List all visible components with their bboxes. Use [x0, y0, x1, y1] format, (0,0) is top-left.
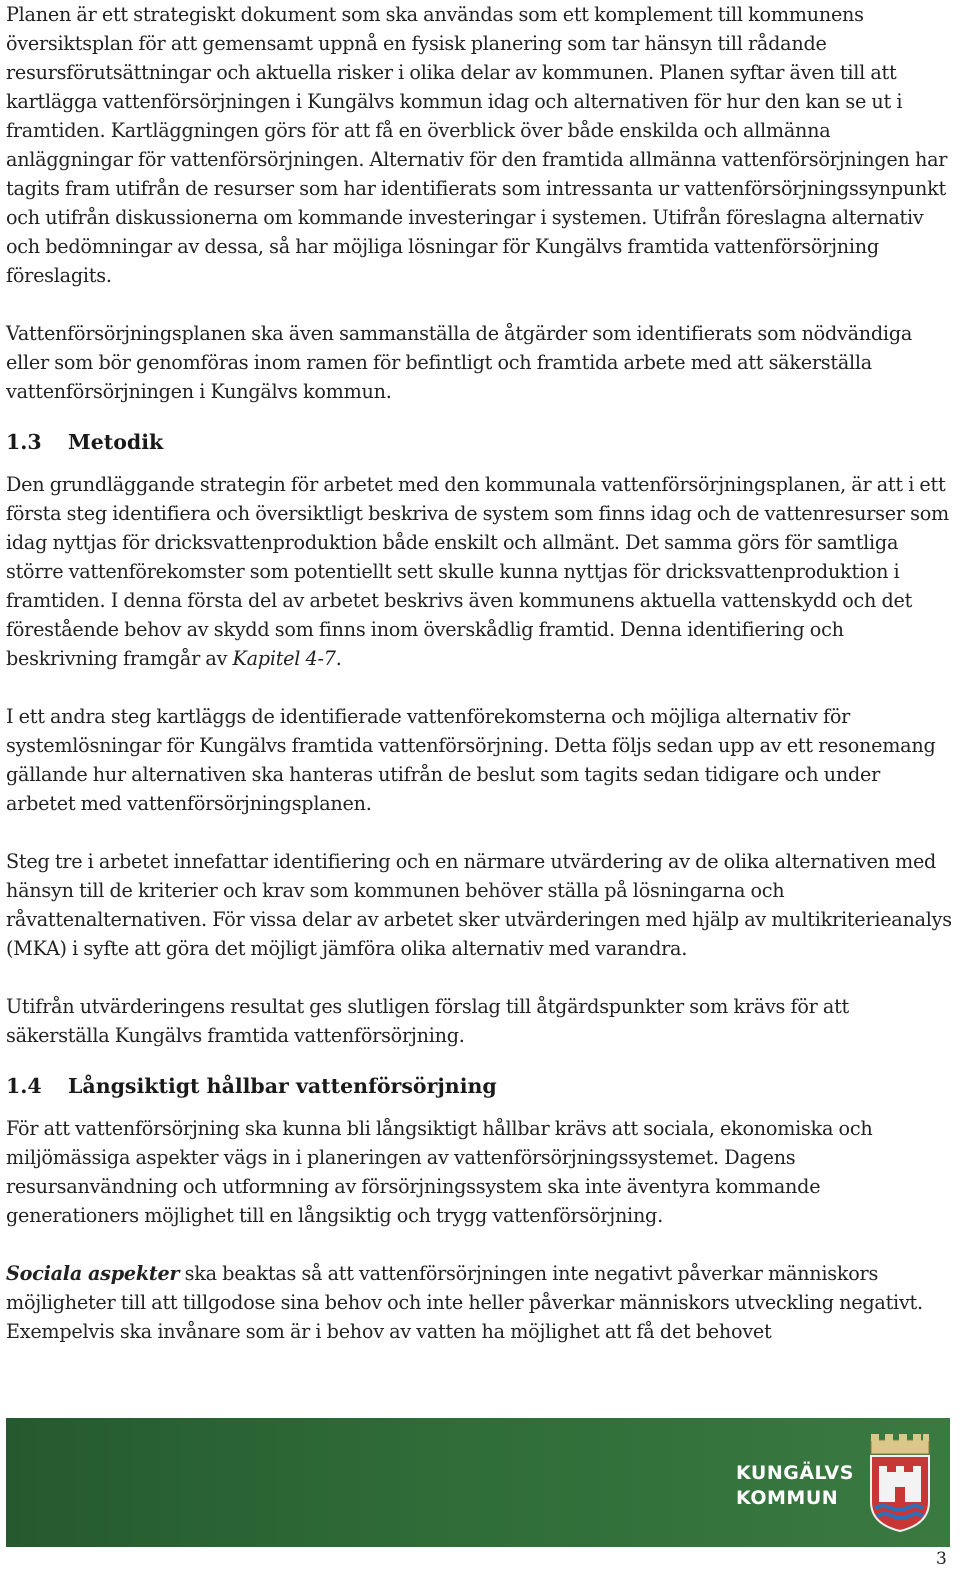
- paragraph-strategy-text: Den grundläggande strategin för arbetet med den kommunala vattenförsörjningsplanen, är att i ett första steg identifiera och översiktligt beskriva de system som finns idag och de vattenresurser som idag nyttjas för dricksvattenproduktion både enskilt och allmänt. Det samma görs för samtliga större vattenförekomster som potentiellt sett skulle kunna nyttjas för dricksvattenproduktion i framtiden. I denna första del av arbetet beskrivs även kommunens aktuella vattenskydd och det förestående behov av skydd som finns inom överskådlig framtid. Denna identifiering och beskrivning framgår av: [6, 473, 949, 670]
- page-number: 3: [936, 1549, 947, 1569]
- section-heading-1-3: [6, 428, 952, 457]
- logo-line-2: KOMMUN: [736, 1487, 839, 1509]
- municipal-crest-icon: [865, 1432, 935, 1532]
- paragraph-measures: Vattenförsörjningsplanen ska även sammanställa de åtgärder som identifierats som nödvändiga eller som bör genomföras inom ramen för befintligt och framtida arbete med att säkerställa vattenförsörjningen i Kungälvs kommun.: [6, 322, 913, 403]
- document-content: [6, 0, 952, 1346]
- paragraph-step-two: I ett andra steg kartläggs de identifierade vattenförekomsterna och möjliga alternativ för systemlösningar för Kungälvs framtida vattenförsörjning. Detta följs sedan upp av ett resonemang gällande hur alternativen ska hanteras utifrån de beslut som tagits sedan tidigare och under arbetet med vattenförsörjningsplanen.: [6, 705, 936, 815]
- paragraph-strategy: [6, 470, 952, 673]
- paragraph-strategy-end: .: [335, 647, 342, 670]
- paragraph-sustainability: För att vattenförsörjning ska kunna bli långsiktigt hållbar krävs att sociala, ekonomiska och miljömässiga aspekter vägs in i planeringen av vattenförsörjningssystemet. Dagens resursanvändning och utformning av försörjningssystem ska inte äventyra kommande generationers möjlighet till en långsiktig och trygg vattenförsörjning.: [6, 1117, 873, 1227]
- section-number: 1.4: [6, 1074, 42, 1098]
- section-title: Långsiktigt hållbar vattenförsörjning: [68, 1074, 497, 1098]
- paragraph-social-aspects: [6, 1259, 952, 1346]
- paragraph-plan-purpose: Planen är ett strategiskt dokument som ska användas som ett komplement till kommunens översiktsplan för att gemensamt uppnå en fysisk planering som tar hänsyn till rådande resursförutsättningar och aktuella risker i olika delar av kommunen. Planen syftar även till att kartlägga vattenförsörjningen i Kungälvs kommun idag och alternativen för hur den kan se ut i framtiden. Kartläggningen görs för att få en överblick över både enskilda och allmänna anläggningar för vattenförsörjningen. Alternativ för den framtida allmänna vattenförsörjningen har tagits fram utifrån de resurser som har identifierats som intressanta ur vattenförsörjningssynpunkt och utifrån diskussionerna om kommande investeringar i systemen. Utifrån föreslagna alternativ och bedömningar av dessa, så har möjliga lösningar för Kungälvs framtida vattenförsörjning föreslagits.: [6, 3, 948, 287]
- paragraph-step-three: Steg tre i arbetet innefattar identifiering och en närmare utvärdering av de olika alternativen med hänsyn till de kriterier och krav som kommunen behöver ställa på lösningarna och råvattenalternativen. För vissa delar av arbetet sker utvärderingen med hjälp av multikriterieanalys (MKA) i syfte att göra det möjligt jämföra olika alternativ med varandra.: [6, 850, 952, 960]
- municipality-logo-text: [736, 1461, 854, 1511]
- section-heading-1-4: [6, 1072, 952, 1101]
- section-title: Metodik: [68, 430, 164, 454]
- paragraph-results: Utifrån utvärderingens resultat ges slutligen förslag till åtgärdspunkter som krävs för att säkerställa Kungälvs framtida vattenförsörjning.: [6, 995, 850, 1047]
- section-number: 1.3: [6, 430, 42, 454]
- social-aspects-term: Sociala aspekter: [6, 1262, 180, 1285]
- social-aspects-text: ska beaktas så att vattenförsörjningen inte negativt påverkar människors möjligheter till att tillgodose sina behov och inte heller påverkar människors utveckling negativt. Exempelvis ska invånare som är i behov av vatten ha möjlighet att få det behovet: [6, 1262, 923, 1343]
- chapter-reference: Kapitel 4-7: [232, 647, 336, 670]
- logo-line-1: KUNGÄLVS: [736, 1462, 854, 1484]
